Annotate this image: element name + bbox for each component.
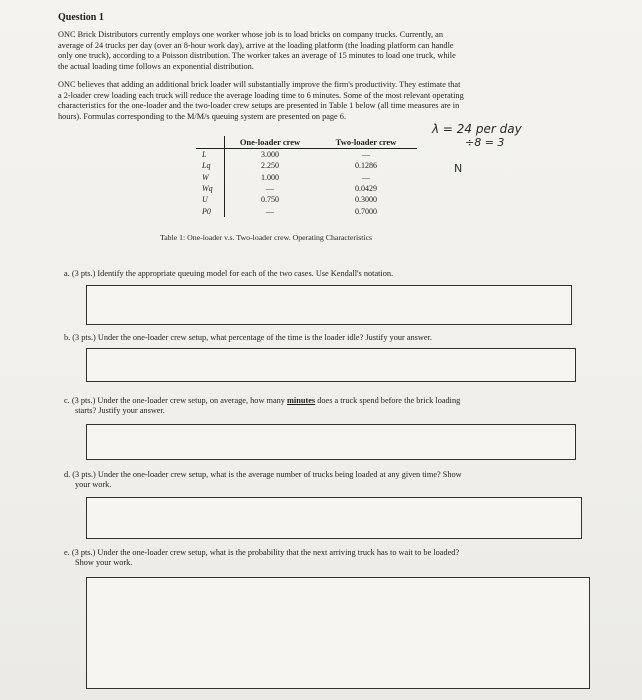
intro-paragraph	[58, 30, 456, 72]
table-row	[196, 194, 417, 205]
answer-box-d[interactable]	[86, 497, 582, 539]
table-row	[196, 205, 417, 216]
one-loader-value: 2.250	[261, 161, 279, 171]
second-paragraph	[58, 80, 464, 122]
question-e-line1: e. (3 pts.) Under the one-loader crew setup, what is the probability that the next arriving truck has to wait to be loaded?	[64, 548, 460, 557]
second-line: a 2-loader crew loading each truck will reduce the average loading time to 6 minutes. Some of the most relevant operating	[58, 90, 464, 100]
one-loader-value: —	[266, 184, 274, 194]
two-loader-value: 0.3000	[355, 195, 377, 205]
two-loader-value: —	[362, 172, 370, 182]
intro-line: the actual loading time follows an exponential distribution.	[58, 61, 254, 71]
answer-box-b[interactable]	[86, 348, 576, 382]
question-title: Question 1	[58, 12, 104, 23]
two-loader-value: 0.0429	[355, 184, 377, 194]
row-label: W	[196, 172, 225, 183]
question-e-line2: Show your work.	[75, 558, 133, 568]
one-loader-value: —	[266, 206, 274, 216]
question-d-line2: your work.	[75, 480, 112, 490]
question-d-text	[64, 470, 462, 491]
two-loader-value: —	[362, 150, 370, 160]
second-line: characteristics for the one-loader and the two-loader crew setups are presented in Table 1 below (all time measures are in	[58, 101, 460, 111]
header-one-loader: One-loader crew	[225, 136, 316, 149]
two-loader-value: 0.7000	[355, 206, 377, 216]
question-c-text	[64, 396, 460, 417]
question-c-line2: starts? Justify your answer.	[75, 406, 165, 416]
answer-box-a[interactable]	[86, 285, 572, 325]
table-caption: Table 1: One-loader v.s. Two-loader crew. Operating Characteristics	[160, 233, 373, 242]
intro-line: average of 24 trucks per day (over an 8-hour work day), arrive at the loading platform (the loading platform can handle	[58, 40, 454, 50]
question-c-part2: does a truck spend before the brick loading	[315, 396, 461, 405]
second-line: hours). Formulas corresponding to the M/M/s queuing system are presented on page 6.	[58, 111, 347, 121]
row-label: Lq	[196, 160, 225, 171]
row-label: Wq	[196, 183, 225, 194]
row-label: L	[196, 149, 225, 161]
question-e-text	[64, 548, 459, 569]
intro-line: ONC Brick Distributors currently employs one worker whose job is to load bricks on company trucks. Currently, an	[58, 30, 443, 39]
intro-line: only one truck), according to a Poisson distribution. The worker takes an average of 15 minutes to load one truck, while	[58, 51, 456, 61]
table-corner-cell	[196, 136, 225, 149]
table-row	[196, 172, 417, 183]
row-label: P0	[196, 205, 225, 216]
table-header-row	[196, 136, 417, 149]
table-row	[196, 160, 417, 171]
question-c-part1: c. (3 pts.) Under the one-loader crew setup, on average, how many	[64, 396, 288, 405]
table-row	[196, 149, 417, 161]
handwritten-lambda-note: λ = 24 per day	[432, 122, 522, 136]
two-loader-value: 0.1286	[355, 161, 377, 171]
question-b-text: b. (3 pts.) Under the one-loader crew setup, what percentage of the time is the loader idle? Justify your answer.	[64, 333, 432, 342]
answer-box-c[interactable]	[86, 424, 576, 460]
question-d-line1: d. (3 pts.) Under the one-loader crew setup, what is the average number of trucks being loaded at any given time? Show	[64, 470, 462, 479]
handwritten-division-note: ÷8 = 3	[465, 136, 505, 149]
one-loader-value: 0.750	[261, 195, 279, 205]
one-loader-value: 1.000	[261, 172, 279, 182]
one-loader-value: 3.000	[261, 150, 279, 160]
row-label: U	[196, 194, 225, 205]
question-c-emphasis: minutes	[287, 396, 316, 405]
answer-box-e[interactable]	[86, 577, 590, 689]
operating-characteristics-table	[196, 136, 417, 217]
table-row	[196, 183, 417, 194]
handwritten-margin-mark: N	[454, 162, 463, 175]
header-two-loader: Two-loader crew	[315, 136, 417, 149]
second-line: ONC believes that adding an additional brick loader will substantially improve the firm's productivity. They estimate that	[58, 80, 461, 89]
question-a-text: a. (3 pts.) Identify the appropriate queuing model for each of the two cases. Use Kendall's notation.	[64, 269, 394, 278]
